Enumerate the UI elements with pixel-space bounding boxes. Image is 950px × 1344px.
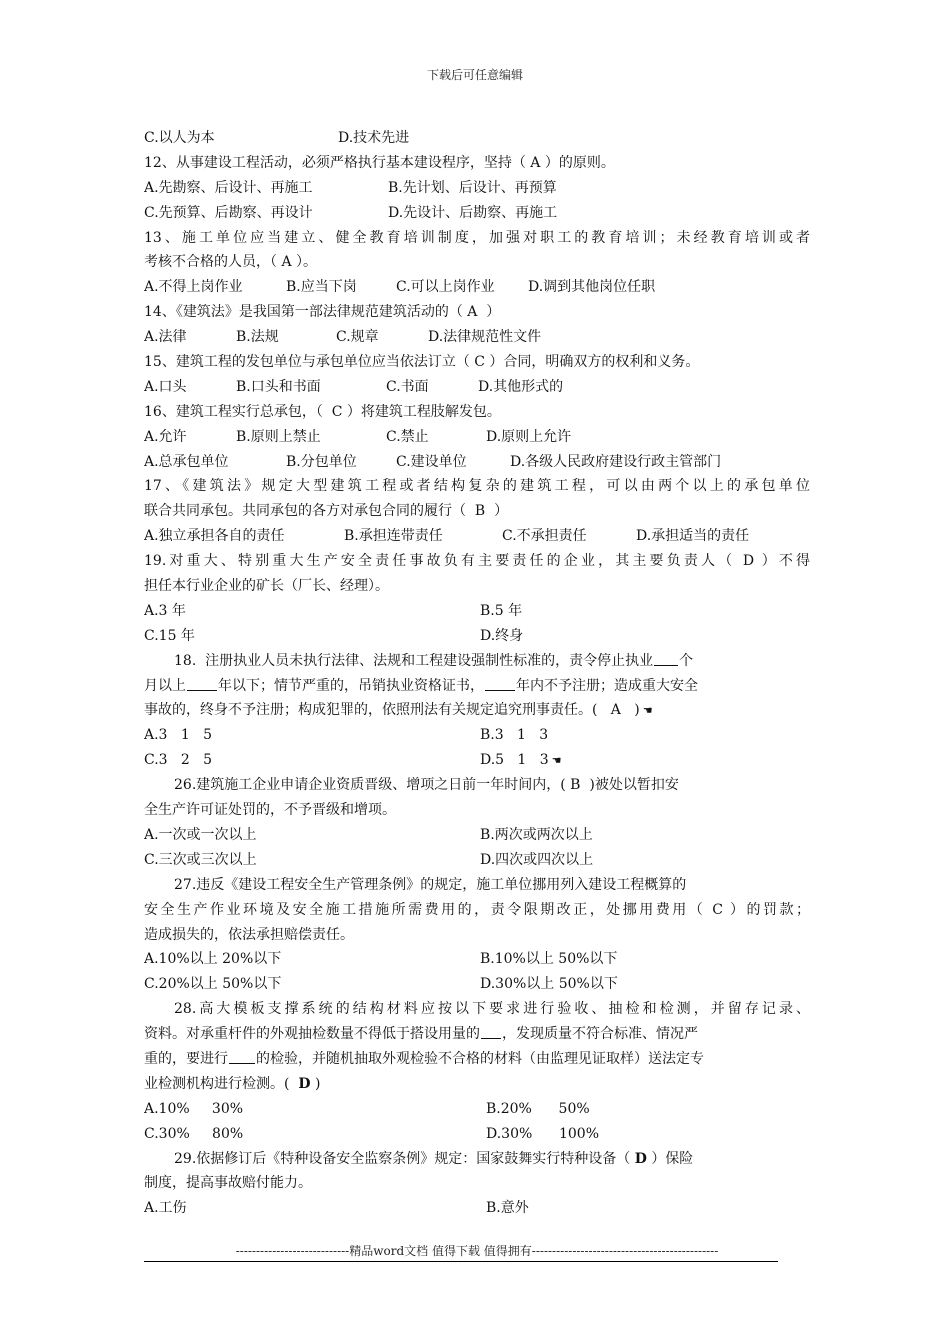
option-d: D.各级人民政府建设行政主管部门 xyxy=(510,453,722,470)
option-a: A.不得上岗作业 xyxy=(144,279,243,296)
question-19-options-cd xyxy=(144,624,810,649)
blank xyxy=(485,676,515,691)
text-segment: 月以上 xyxy=(144,677,186,694)
question-26-line2: 全生产许可证处罚的，不予晋级和增项。 xyxy=(144,802,396,819)
answer-letter: D xyxy=(298,1075,311,1092)
option-c: C.不承担责任 xyxy=(502,528,587,545)
question-27-options-cd xyxy=(144,972,810,997)
option-c: C.先预算、后勘察、再设计 xyxy=(144,204,313,221)
text-segment: ）保险 xyxy=(651,1150,694,1167)
question-15-options xyxy=(144,375,810,400)
question-12-options-cd xyxy=(144,201,810,226)
blank xyxy=(481,1024,501,1039)
question-14-options xyxy=(144,325,810,350)
option-b: B.口头和书面 xyxy=(236,378,321,395)
question-29-line1 xyxy=(144,1147,810,1172)
question-13-line1: 13、施工单位应当建立、健全教育培训制度，加强对职工的教育培训；未经教育培训或者 xyxy=(144,229,810,246)
option-a: A.口头 xyxy=(144,378,187,395)
option-b: B.先计划、后设计、再预算 xyxy=(388,179,557,196)
hand-pointer-icon: ☚ xyxy=(642,704,653,718)
text-segment: 18. 注册执业人员未执行法律、法规和工程建设强制性标准的，责令停止执业 xyxy=(174,652,654,669)
option-a: A.3 1 5 xyxy=(144,727,212,744)
document-body xyxy=(144,126,810,1221)
option-a: A.总承包单位 xyxy=(144,453,229,470)
text-segment: 重的，要进行 xyxy=(144,1050,228,1067)
option-b: B.3 1 3 xyxy=(480,727,549,744)
text-segment: 个 xyxy=(679,652,694,669)
option-d: D.调到其他岗位任职 xyxy=(528,279,656,296)
question-28-line1: 28.高大模板支撑系统的结构材料应按以下要求进行验收、抽检和检测，并留存记录、 xyxy=(174,1001,810,1018)
option-c: C.禁止 xyxy=(386,428,429,445)
question-27-line1: 27.违反《建设工程安全生产管理条例》的规定，施工单位挪用列入建设工程概算的 xyxy=(174,876,687,893)
option-c: C.以人为本 xyxy=(144,130,215,146)
question-18-options-cd xyxy=(144,748,810,773)
option-b: B.法规 xyxy=(236,329,279,346)
question-14: 14、《建筑法》是我国第一部法律规范建筑活动的（ A ） xyxy=(144,304,501,321)
option-a: A.工伤 xyxy=(144,1200,187,1217)
question-13-line2: 考核不合格的人员，（ A ）。 xyxy=(144,254,318,271)
option-b: B.原则上禁止 xyxy=(236,428,321,445)
option-c: C.书面 xyxy=(386,378,429,395)
blank xyxy=(229,1049,255,1064)
question-27-line2: 安全生产作业环境及安全施工措施所需费用的，责令限期改正，处挪用费用（ C ）的罚款； xyxy=(144,901,810,918)
option-a: A.一次或一次以上 xyxy=(144,826,257,843)
option-d: D.四次或四次以上 xyxy=(480,851,594,868)
text-segment: 29.依据修订后《特种设备安全监察条例》规定：国家鼓舞实行特种设备（ xyxy=(174,1150,631,1167)
question-19-line1: 19.对重大、特别重大生产安全责任事故负有主要责任的企业，其主要负责人（ D ）不得 xyxy=(144,553,810,570)
question-17-options xyxy=(144,524,810,549)
question-27-line3: 造成损失的，依法承担赔偿责任。 xyxy=(144,926,354,943)
option-d: D.原则上允许 xyxy=(486,428,572,445)
question-28-options-cd xyxy=(144,1122,810,1147)
option-a: A.独立承担各自的责任 xyxy=(144,528,285,545)
option-d: D.法律规范性文件 xyxy=(428,329,542,346)
answer-letter: D xyxy=(634,1150,647,1167)
question-16-options xyxy=(144,425,810,450)
option-b: B.5 年 xyxy=(480,602,523,619)
question-29-line2: 制度，提高事故赔付能力。 xyxy=(144,1175,312,1192)
text-segment: 资料。对承重杆件的外观抽检数量不得低于搭设用量的 xyxy=(144,1026,480,1043)
text-segment: 事故的，终身不予注册；构成犯罪的，依照刑法有关规定追究刑事责任。( A ) xyxy=(144,702,640,719)
option-c: C.15 年 xyxy=(144,627,195,644)
option-c: C.三次或三次以上 xyxy=(144,851,257,868)
question-18-line3 xyxy=(144,698,810,723)
question-28-line2 xyxy=(144,1022,810,1047)
option-c: C.3 2 5 xyxy=(144,752,213,769)
question-28-line4 xyxy=(144,1072,810,1097)
blank xyxy=(187,676,217,691)
question-19-options-ab xyxy=(144,599,810,624)
blank xyxy=(654,651,678,666)
question-17-line1: 17、《建筑法》规定大型建筑工程或者结构复杂的建筑工程，可以由两个以上的承包单位 xyxy=(144,478,810,495)
option-b: B.分包单位 xyxy=(286,453,357,470)
text-segment: ，发现质量不符合标准、情况严 xyxy=(502,1026,698,1043)
question-17-line2: 联合共同承包。共同承包的各方对承包合同的履行（ B ） xyxy=(144,503,509,520)
question-26-options-ab xyxy=(144,823,810,848)
option-b: B.应当下岗 xyxy=(286,279,357,296)
option-a: A.10% 30% xyxy=(144,1100,244,1117)
text-segment: ) xyxy=(310,1075,321,1092)
question-16: 16、建筑工程实行总承包，（ C ）将建筑工程肢解发包。 xyxy=(144,403,501,420)
option-b: B.20% 50% xyxy=(486,1100,590,1117)
hand-pointer-icon: ☚ xyxy=(551,754,562,768)
option-a: A.3 年 xyxy=(144,602,186,619)
question-19-line2: 担任本行业企业的矿长（厂长、经理）。 xyxy=(144,578,389,595)
text-segment: 年内不予注册；造成重大安全 xyxy=(516,677,698,694)
option-c: C.可以上岗作业 xyxy=(396,279,495,296)
footer-divider xyxy=(144,1261,778,1262)
option-d: D.技术先进 xyxy=(338,130,410,146)
question-29-options-ab xyxy=(144,1196,810,1221)
option-c: C.建设单位 xyxy=(396,453,467,470)
question-11-options-cd xyxy=(144,126,810,151)
option-d: D.30% 100% xyxy=(486,1125,600,1142)
option-b: B.两次或两次以上 xyxy=(480,826,593,843)
question-options-unit xyxy=(144,450,810,475)
option-b: B.意外 xyxy=(486,1200,529,1217)
question-26-options-cd xyxy=(144,848,810,873)
question-27-options-ab xyxy=(144,947,810,972)
question-15: 15、建筑工程的发包单位与承包单位应当依法订立（ C ）合同，明确双方的权利和义务。 xyxy=(144,354,700,371)
question-13-options xyxy=(144,275,810,300)
option-d: D.先设计、后勘察、再施工 xyxy=(388,204,558,221)
question-28-line3 xyxy=(144,1047,810,1072)
question-28-options-ab xyxy=(144,1097,810,1122)
option-d: D.其他形式的 xyxy=(478,378,564,395)
question-18-options-ab xyxy=(144,723,810,748)
option-c: C.30% 80% xyxy=(144,1125,244,1142)
text-segment: 年以下；情节严重的，吊销执业资格证书， xyxy=(218,677,484,694)
text-segment: 的检验，并随机抽取外观检验不合格的材料（由监理见证取样）送法定专 xyxy=(256,1050,704,1067)
option-d: D.承担适当的责任 xyxy=(636,528,750,545)
option-b: B.10%以上 50%以下 xyxy=(480,951,618,968)
question-12-options-ab xyxy=(144,176,810,201)
option-c: C.20%以上 50%以下 xyxy=(144,976,282,993)
option-b: B.承担连带责任 xyxy=(344,528,443,545)
option-a: A.法律 xyxy=(144,329,187,346)
question-12: 12、从事建设工程活动，必须严格执行基本建设程序，坚持（ A ）的原则。 xyxy=(144,154,615,171)
question-26-line1: 26.建筑施工企业申请企业资质晋级、增项之日前一年时间内，( B )被处以暂扣安 xyxy=(174,777,679,794)
page-footer: ----------------------------精品word文档 值得下载 值得拥有---------------------------------------------- xyxy=(235,1244,719,1258)
question-18-line2 xyxy=(144,674,810,699)
page-header: 下载后可任意编辑 xyxy=(426,68,523,82)
option-c: C.规章 xyxy=(336,329,379,346)
question-18-line1 xyxy=(144,649,810,674)
option-d: D.终身 xyxy=(480,627,524,644)
text-segment: 业检测机构进行检测。( xyxy=(144,1075,290,1092)
option-a: A.10%以上 20%以下 xyxy=(144,951,282,968)
option-a: A.允许 xyxy=(144,428,187,445)
option-d xyxy=(480,748,561,773)
option-d-text: D.5 1 3 xyxy=(480,752,549,769)
option-d: D.30%以上 50%以下 xyxy=(480,976,618,993)
option-a: A.先勘察、后设计、再施工 xyxy=(144,179,313,196)
